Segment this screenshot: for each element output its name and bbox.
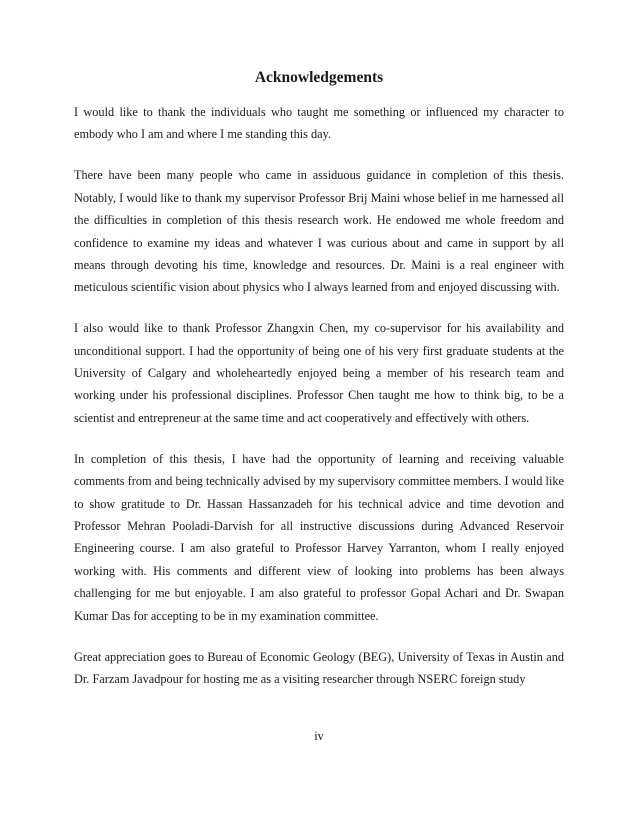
paragraph-5: Great appreciation goes to Bureau of Economic Geology (BEG), University of Texas in Austin and Dr. Farzam Javadpour for hosting me as a visiting researcher through NSERC foreign study — [74, 649, 564, 686]
page-title: Acknowledgements — [254, 69, 384, 86]
page-number: iv — [314, 729, 324, 743]
paragraph-1: I would like to thank the individuals who taught me something or influenced my character to embody who I am and where I me standing this day. — [74, 105, 564, 142]
paragraph-2: There have been many people who came in assiduous guidance in completion of this thesis. Notably, I would like to thank my supervisor Professor Brij Maini whose belief in me harnessed all the difficulties in completion of this thesis research work. He endowed me whole freedom and confidence to examine my ideas and whatever I was curious about and came in support by all means through devoting his time, knowledge and resources. Dr. Maini is a real engineer with meticulous scientific vision about physics who I always learned from and enjoyed discussing with. — [74, 168, 564, 295]
paragraph-3: I also would like to thank Professor Zhangxin Chen, my co-supervisor for his availability and unconditional support. I had the opportunity of being one of his very first graduate students at the University of Calgary and wholeheartedly enjoyed being a member of his research team and working under his professional disciplines. Professor Chen taught me how to think big, to be a scientist and entrepreneur at the same time and act cooperatively and effectively with others. — [74, 321, 564, 425]
document-page — [74, 68, 564, 709]
paragraph-4: In completion of this thesis, I have had the opportunity of learning and receiving valuable comments from and being technically advised by my supervisory committee members. I would like to show gratitude to Dr. Hassan Hassanzadeh for his technical advice and time devotion and Professor Mehran Pooladi-Darvish for all instructive discussions during Advanced Reservoir Engineering course. I am also grateful to Professor Harvey Yarranton, whom I really enjoyed working with. His comments and different view of looking into problems has been always challenging for me but enjoyable. I am also grateful to professor Gopal Achari and Dr. Swapan Kumar Das for accepting to be in my examination committee. — [74, 451, 564, 623]
